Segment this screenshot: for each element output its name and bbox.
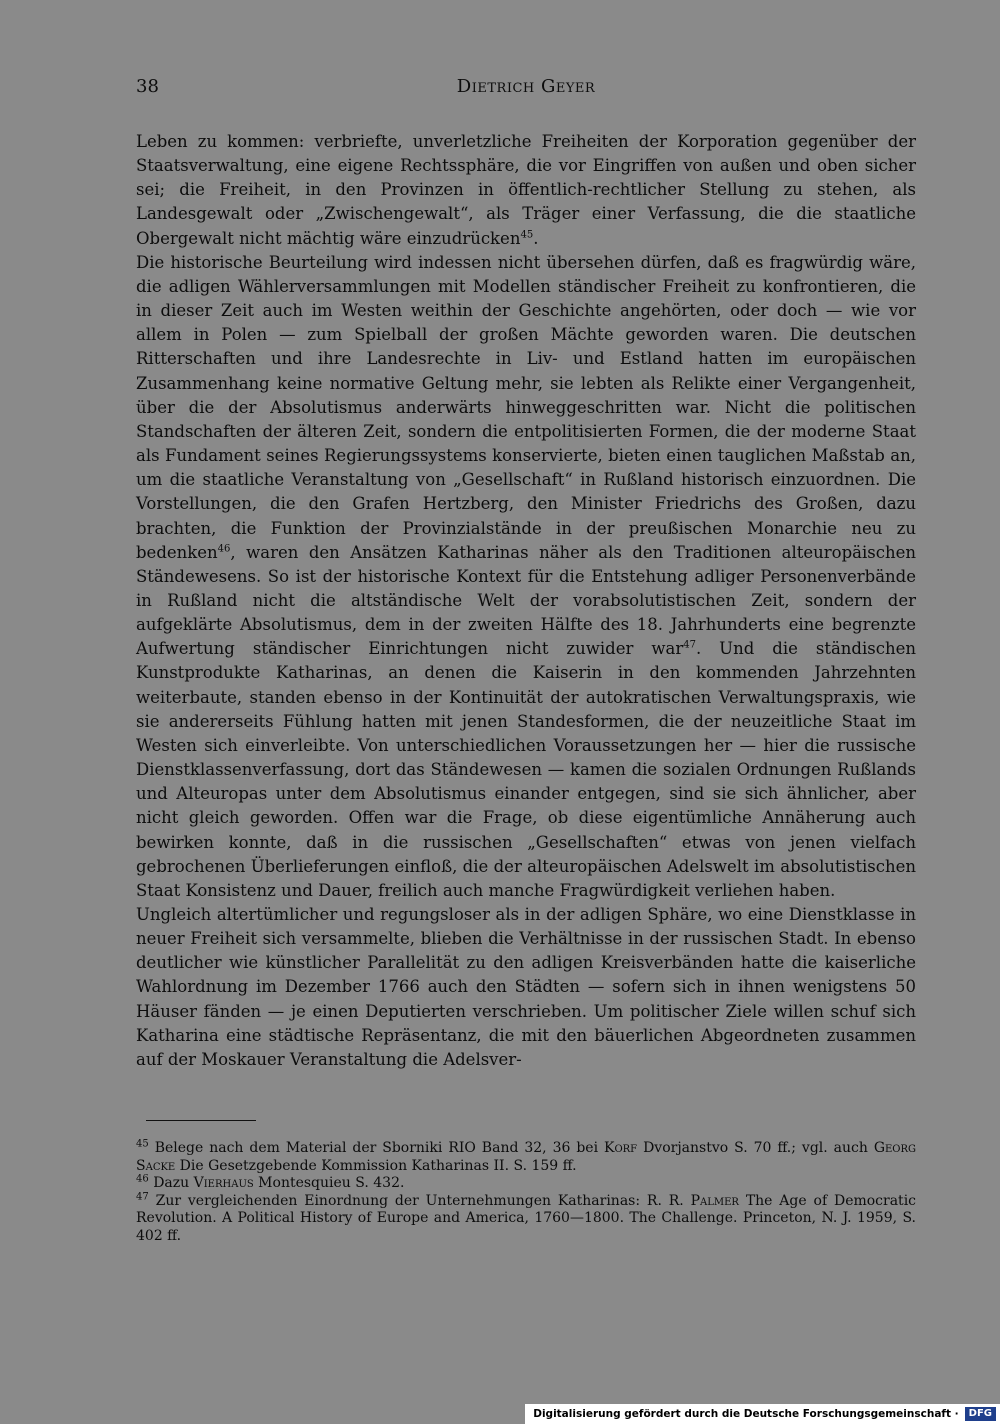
footnote-divider [146, 1120, 256, 1121]
running-head: Dietrich Geyer [456, 76, 596, 97]
paragraph-3: Ungleich altertümlicher und regungsloser als in der adligen Sphäre, wo eine Dienstklasse in neuer Freiheit sich versammelte, blieben die Verhältnisse in der russischen Stadt. In ebenso deutlicher wie künstlicher Parallelität zu den adligen Kreisverbänden hatte die kaiserliche Wahlordnung im Dezember 1766 auch den Städten — sofern sich in ihnen wenigstens 50 Häuser fänden — je einen Deputierten verschrieben. Um politischer Ziele willen schuf sich Katharina eine städtische Repräsentanz, die mit den bäuerlichen Abgeordneten zusammen auf der Moskauer Veranstaltung die Adelsver- [136, 905, 916, 1069]
digitization-footer [525, 1404, 1000, 1424]
footnote-47: $^{47}$ Zur vergleichenden Einordnung der Unternehmungen Katharinas: R. R. Palmer The Age of Democratic Revolution. A Political History of Europe and America, 1760—1800. The Challenge. Princeton, N. J. 1959, S. 402 ff. [136, 1191, 917, 1244]
footnotes [136, 1140, 916, 1246]
dfg-logo-icon: DFG [965, 1407, 996, 1421]
body-text [136, 130, 916, 1072]
footnote-ref-47[interactable]: 47 [683, 639, 696, 651]
footnote-ref-45[interactable]: 45 [520, 229, 534, 241]
paragraph-2: Die historische Beurteilung wird indessen nicht übersehen dürfen, daß es fragwürdig wäre, die adligen Wählerversammlungen mit Modellen ständischer Freiheit zu konfrontieren, die in dieser Zeit auch im Westen weithin der Geschichte angehörten, oder doch — wie vor allem in Polen — zum Spielball der großen Mächte geworden waren. Die deutschen Ritterschaften und ihre Landesrechte in Liv- und Estland hatten im europäischen Zusammenhang keine normative Geltung mehr, sie lebten als Relikte einer Vergangenheit, über die der Absolutismus anderwärts hinweggeschritten war. Nicht die politischen Standschaften der älteren Zeit, sondern die entpolitisierten Formen, die der moderne Staat als Fundament seines Regierungssystems konservierte, bieten einen tauglichen Maßstab an, um die staatliche Veranstaltung von „Gesellschaft“ in Rußland historisch einzuordnen. Die Vorstellungen, die den Grafen Hertzberg, den Minister Friedrichs des Großen, dazu brachten, die Funktion der Provinzialstände in der preußischen Monarchie neu zu bedenken$^{46}$, waren den Ansätzen Katharinas näher als den Traditionen alteuropäischen Ständewesens. So ist der historische Kontext für die Entstehung adliger Personenverbände in Rußland nicht die altständische Welt der vorabsolutistischen Zeit, sondern der aufgeklärte Absolutismus, dem in der zweiten Hälfte des 18. Jahrhunderts eine begrenzte Aufwertung ständischer Einrichtungen nicht zuwider war$^{47}$. Und die ständischen Kunstprodukte Katharinas, an denen die Kaiserin in den kommenden Jahrzehnten weiterbaute, standen ebenso in der Kontinuität der autokratischen Verwaltungspraxis, wie sie andererseits Fühlung hatten mit jenen Standesformen, die der neuzeitliche Staat im Westen sich einverleibte. Von unterschiedlichen Voraussetzungen her — hier die russische Dienstklassenverfassung, dort das Ständewesen — kamen die sozialen Ordnungen Rußlands und Alteuropas unter dem Absolutismus einander entgegen, sind sie sich ähnlicher, aber nicht gleich geworden. Offen war die Frage, ob diese eigentümliche Annäherung auch bewirken konnte, daß in die russischen „Gesellschaften“ etwas von jenen vielfach gebrochenen Überlieferungen einfloß, die der alteuropäischen Adelswelt im absolutistischen Staat Konsistenz und Dauer, freilich auch manche Fragwürdigkeit verliehen haben. [136, 252, 916, 900]
footnote-45: $^{45}$ Belege nach dem Material der Sborniki RIO Band 32, 36 bei Korf Dvorjanstvo S. 70 ff.; vgl. auch Georg Sacke Die Gesetzgebende Kommission Katharinas II. S. 159 ff. [136, 1138, 917, 1174]
paragraph-1: Leben zu kommen: verbriefte, unverletzliche Freiheiten der Korporation gegenüber der Staatsverwaltung, eine eigene Rechtssphäre, die vor Eingriffen von außen und oben sicher sei; die Freiheit, in den Provinzen in öffentlich-rechtlicher Stellung zu stehen, als Landesgewalt oder „Zwischengewalt“, als Träger einer Verfassung, die die staatliche Obergewalt nicht mächtig wäre einzudrücken$^{45}$. [136, 132, 916, 248]
footer-credit: Digitalisierung gefördert durch die Deutsche Forschungsgemeinschaft · [533, 1408, 959, 1420]
footnote-ref-46[interactable]: 46 [217, 543, 231, 555]
page-header [136, 76, 916, 104]
page-number: 38 [136, 76, 159, 97]
footnote-46: $^{46}$ Dazu Vierhaus Montesquieu S. 432. [136, 1173, 405, 1192]
